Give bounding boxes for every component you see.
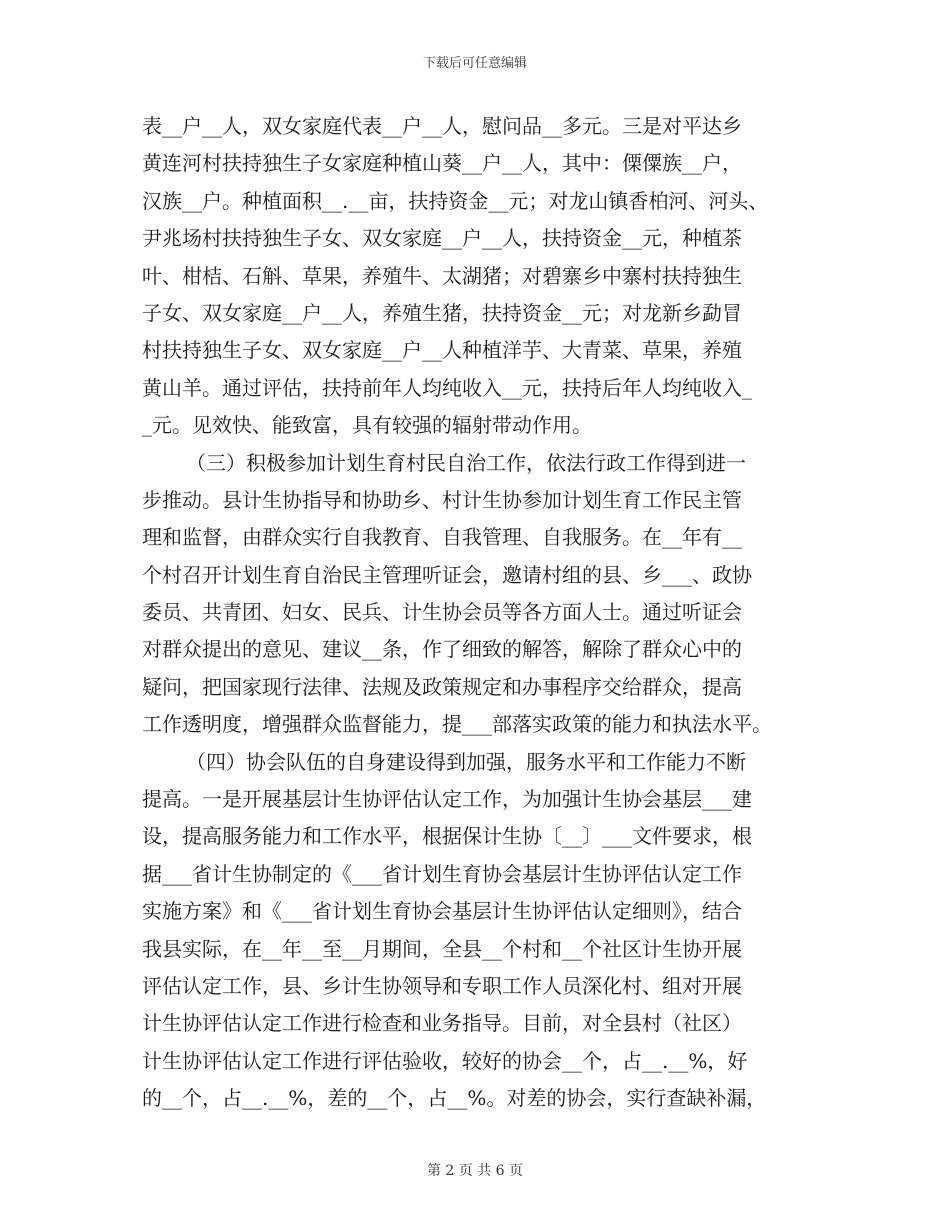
- paragraph-3-first-line: （三）积极参加计划生育村民自治工作，依法行政工作得到进一: [186, 450, 746, 475]
- paragraph-4-first-line: （四）协会队伍的自身建设得到加强，服务水平和工作能力不断: [186, 749, 746, 774]
- body-line: 表__户__人，双女家庭代表__户__人，慰问品__多元。三是对平达乡: [142, 114, 742, 138]
- body-line: _元。见效快、能致富，具有较强的辐射带动作用。: [142, 413, 592, 438]
- body-line: 工作透明度，增强群众监督能力，提___部落实政策的能力和执法水平。: [142, 712, 772, 737]
- body-line: 汉族__户。种植面积__.__亩，扶持资金__元；对龙山镇香柏河、河头、: [142, 188, 769, 213]
- body-line: 计生协评估认定工作进行评估验收，较好的协会__个，占__.__%，好: [142, 1048, 748, 1073]
- body-line: 理和监督，由群众实行自我教育、自我管理、自我服务。在__年有__: [142, 525, 742, 550]
- body-line: 个村召开计划生育自治民主管理听证会，邀请村组的县、乡___、政协: [142, 562, 752, 587]
- page-header: 下载后可任意编辑: [422, 56, 527, 71]
- body-line: 的__个，占__.__%，差的__个，占__%。对差的协会，实行查缺补漏，: [142, 1086, 767, 1111]
- body-line: 我县实际，在__年__至__月期间，全县__个村和__个社区计生协开展: [142, 936, 742, 961]
- document-body: [142, 108, 822, 1118]
- body-line: 叶、柑桔、石斛、草果，养殖牛、太湖猪；对碧寨乡中寨村扶持独生: [142, 263, 742, 288]
- body-line: 实施方案》和《___省计划生育协会基层计生协评估认定细则》，结合: [142, 899, 742, 924]
- body-line: 计生协评估认定工作进行检查和业务指导。目前，对全县村（社区）: [142, 1011, 742, 1036]
- body-line: 提高。一是开展基层计生协评估认定工作，为加强计生协会基层___建: [142, 787, 752, 812]
- body-line: 评估认定工作，县、乡计生协领导和专职工作人员深化村、组对开展: [142, 973, 742, 998]
- body-line: 委员、共青团、妇女、民兵、计生协会员等各方面人士。通过听证会: [142, 600, 742, 625]
- body-line: 黄山羊。通过评估，扶持前年人均纯收入__元，扶持后年人均纯收入_: [142, 375, 752, 400]
- body-line: 子女、双女家庭__户__人，养殖生猪，扶持资金__元；对龙新乡勐冒: [142, 300, 742, 325]
- body-line: 对群众提出的意见、建议__条，作了细致的解答，解除了群众心中的: [142, 637, 742, 662]
- body-line: 村扶持独生子女、双女家庭__户__人种植洋芋、大青菜、草果，养殖: [142, 338, 742, 363]
- body-line: 据___省计生协制定的《___省计划生育协会基层计生协评估认定工作: [142, 861, 742, 886]
- page-number-footer: 第 2 页 共 6 页: [426, 1163, 524, 1179]
- body-line: 尹兆场村扶持独生子女、双女家庭__户__人，扶持资金__元，种植茶: [142, 226, 742, 251]
- body-line: 黄连河村扶持独生子女家庭种植山葵__户__人，其中：傈僳族__户，: [142, 151, 742, 176]
- body-line: 步推动。县计生协指导和协助乡、村计生协参加计划生育工作民主管: [142, 487, 742, 512]
- body-line: 疑问，把国家现行法律、法规及政策规定和办事程序交给群众，提高: [142, 674, 742, 699]
- body-line: 设，提高服务能力和工作水平，根据保计生协〔__〕___文件要求，根: [142, 824, 752, 849]
